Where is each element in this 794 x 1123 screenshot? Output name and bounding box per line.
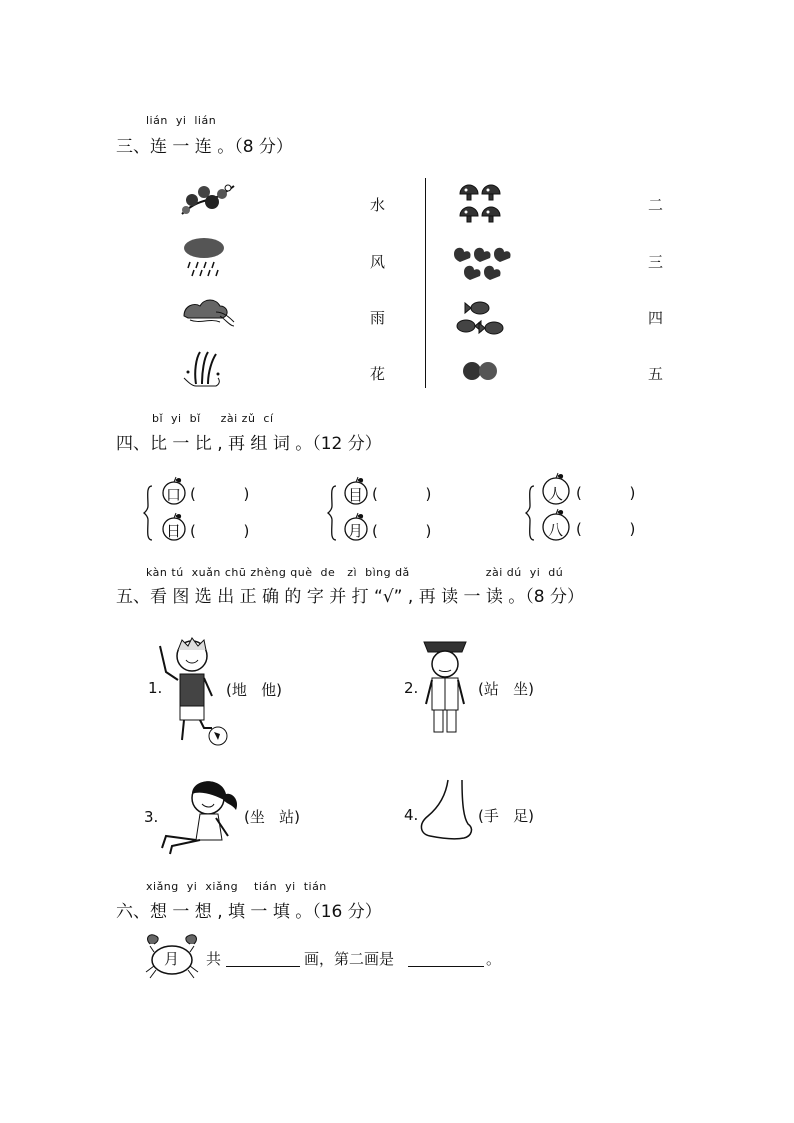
wind-cloud-icon[interactable] bbox=[180, 296, 236, 330]
target-char: 月 bbox=[164, 950, 180, 968]
right-word-1[interactable]: 二 bbox=[648, 196, 664, 214]
item-number: 4. bbox=[404, 806, 419, 824]
left-word-4[interactable]: 花 bbox=[370, 365, 386, 383]
compare-char: 八 bbox=[548, 521, 564, 539]
foot-icon bbox=[416, 778, 476, 844]
right-word-2[interactable]: 三 bbox=[648, 253, 664, 271]
section4-pinyin: bǐ yi bǐ zài zǔ cí bbox=[152, 412, 274, 425]
compare-char: 日 bbox=[166, 522, 182, 540]
item-number: 3. bbox=[144, 808, 159, 826]
answer-parens[interactable]: ( ) bbox=[372, 522, 432, 540]
rain-cloud-icon[interactable] bbox=[182, 236, 226, 278]
answer-parens[interactable]: ( ) bbox=[190, 485, 250, 503]
section5-pinyin: kàn tú xuǎn chū zhèng què de zì bìng dǎ zài dú yi dú bbox=[146, 566, 564, 579]
choice-parens[interactable]: (手 足) bbox=[478, 807, 535, 825]
fill-text-3: 。 bbox=[486, 950, 502, 968]
mushrooms-icon[interactable] bbox=[458, 182, 502, 226]
left-word-2[interactable]: 风 bbox=[370, 253, 386, 271]
section4-title: 四、比 一 比 , 再 组 词 。（12 分） bbox=[116, 434, 382, 454]
item-number: 1. bbox=[148, 679, 163, 697]
balls-icon[interactable] bbox=[462, 360, 498, 382]
choice-parens[interactable]: (地 他) bbox=[226, 681, 283, 699]
water-splash-icon[interactable] bbox=[182, 348, 222, 388]
section3-title: 三、连 一 连 。（8 分） bbox=[116, 137, 293, 157]
compare-char: 目 bbox=[348, 486, 364, 504]
compare-char: 人 bbox=[548, 485, 564, 503]
right-word-4[interactable]: 五 bbox=[648, 365, 664, 383]
choice-parens[interactable]: (站 坐) bbox=[478, 680, 535, 698]
blank-second-stroke[interactable] bbox=[408, 952, 484, 967]
section6-pinyin: xiǎng yi xiǎng tián yi tián bbox=[146, 880, 327, 893]
compare-char: 月 bbox=[348, 522, 364, 540]
answer-parens[interactable]: ( ) bbox=[190, 522, 250, 540]
brace-icon bbox=[326, 484, 338, 542]
answer-parens[interactable]: ( ) bbox=[576, 520, 636, 538]
answer-parens[interactable]: ( ) bbox=[576, 484, 636, 502]
compare-char: 口 bbox=[166, 486, 182, 504]
answer-parens[interactable]: ( ) bbox=[372, 485, 432, 503]
soldier-standing-icon bbox=[418, 634, 472, 738]
section3-pinyin: lián yi lián bbox=[146, 114, 217, 127]
boy-waving-icon bbox=[156, 632, 232, 748]
blank-stroke-count[interactable] bbox=[226, 952, 300, 967]
fill-text-1: 共 bbox=[206, 950, 222, 968]
choice-parens[interactable]: (坐 站) bbox=[244, 808, 301, 826]
brace-icon bbox=[142, 484, 154, 542]
fish-icon[interactable] bbox=[454, 298, 506, 338]
left-word-3[interactable]: 雨 bbox=[370, 309, 386, 327]
divider-line bbox=[425, 178, 426, 388]
brace-icon bbox=[524, 484, 536, 542]
girl-sitting-icon bbox=[156, 774, 248, 858]
left-word-1[interactable]: 水 bbox=[370, 196, 386, 214]
squirrels-icon[interactable] bbox=[452, 244, 514, 282]
section5-title: 五、看 图 选 出 正 确 的 字 并 打 “√” , 再 读 一 读 。（8 分） bbox=[116, 587, 585, 607]
fill-text-2: 画，第二画是 bbox=[304, 950, 395, 968]
item-number: 2. bbox=[404, 679, 419, 697]
flower-branch-icon[interactable] bbox=[178, 180, 238, 220]
right-word-3[interactable]: 四 bbox=[648, 309, 664, 327]
section6-title: 六、想 一 想 , 填 一 填 。（16 分） bbox=[116, 902, 382, 922]
